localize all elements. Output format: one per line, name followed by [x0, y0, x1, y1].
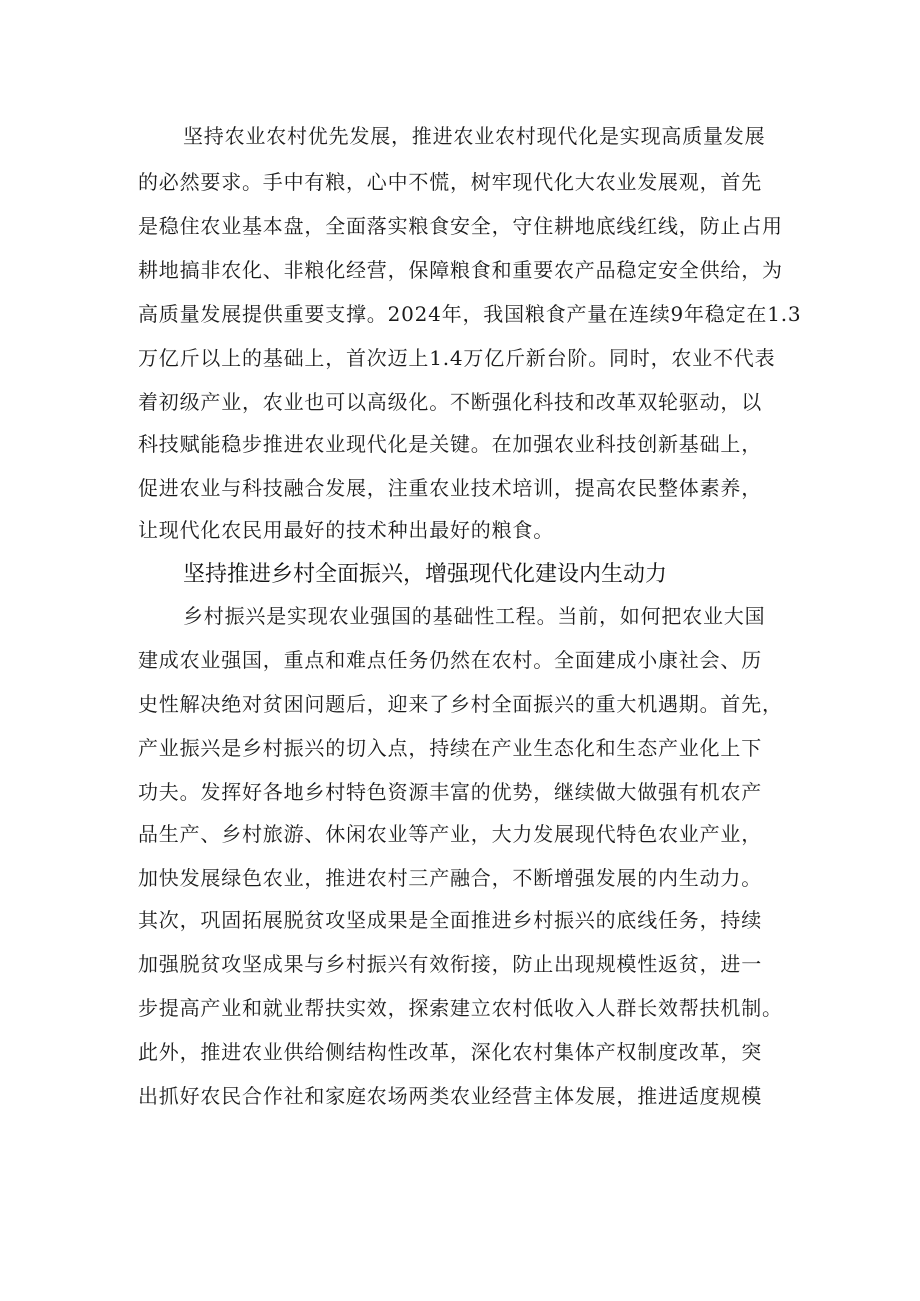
paragraph-line: 加快发展绿色农业，推进农村三产融合，不断增强发展的内生动力。	[138, 866, 762, 890]
paragraph-line: 出抓好农民合作社和家庭农场两类农业经营主体发展，推进适度规模	[138, 1084, 762, 1108]
paragraph-line: 促进农业与科技融合发展，注重农业技术培训，提高农民整体素养，	[138, 476, 762, 500]
paragraph-line: 是稳住农业基本盘，全面落实粮食安全，守住耕地底线红线，防止占用	[138, 214, 783, 238]
paragraph-line: 耕地搞非农化、非粮化经营，保障粮食和重要农产品稳定安全供给，为	[138, 258, 783, 282]
paragraph-line: 乡村振兴是实现农业强国的基础性工程。当前，如何把农业大国	[183, 604, 766, 628]
paragraph-line: 科技赋能稳步推进农业现代化是关键。在加强农业科技创新基础上，	[138, 432, 762, 456]
paragraph-line: 坚持农业农村优先发展，推进农业农村现代化是实现高质量发展	[183, 124, 766, 148]
paragraph-line: 其次，巩固拓展脱贫攻坚成果是全面推进乡村振兴的底线任务，持续	[138, 908, 762, 932]
paragraph-line: 品生产、乡村旅游、休闲农业等产业，大力发展现代特色农业产业，	[138, 822, 762, 846]
paragraph-line: 高质量发展提供重要支撑。2024年，我国粮食产量在连续9年稳定在1.3	[138, 302, 802, 326]
section-heading: 坚持推进乡村全面振兴，增强现代化建设内生动力	[183, 562, 668, 587]
paragraph-line: 加强脱贫攻坚成果与乡村振兴有效衔接，防止出现规模性返贫，进一	[138, 952, 762, 976]
paragraph-line: 步提高产业和就业帮扶实效，探索建立农村低收入人群长效帮扶机制。	[138, 996, 783, 1020]
paragraph-line: 建成农业强国，重点和难点任务仍然在农村。全面建成小康社会、历	[138, 648, 762, 672]
paragraph-line: 史性解决绝对贫困问题后，迎来了乡村全面振兴的重大机遇期。首先，	[138, 692, 783, 716]
paragraph-line: 万亿斤以上的基础上，首次迈上1.4万亿斤新台阶。同时，农业不代表	[138, 346, 776, 370]
paragraph-line: 此外，推进农业供给侧结构性改革，深化农村集体产权制度改革，突	[138, 1040, 762, 1064]
paragraph-line: 的必然要求。手中有粮，心中不慌，树牢现代化大农业发展观，首先	[138, 170, 762, 194]
paragraph-line: 产业振兴是乡村振兴的切入点，持续在产业生态化和生态产业化上下	[138, 736, 762, 760]
paragraph-line: 让现代化农民用最好的技术种出最好的粮食。	[138, 518, 554, 542]
paragraph-line: 着初级产业，农业也可以高级化。不断强化科技和改革双轮驱动，以	[138, 390, 762, 414]
paragraph-line: 功夫。发挥好各地乡村特色资源丰富的优势，继续做大做强有机农产	[138, 780, 762, 804]
